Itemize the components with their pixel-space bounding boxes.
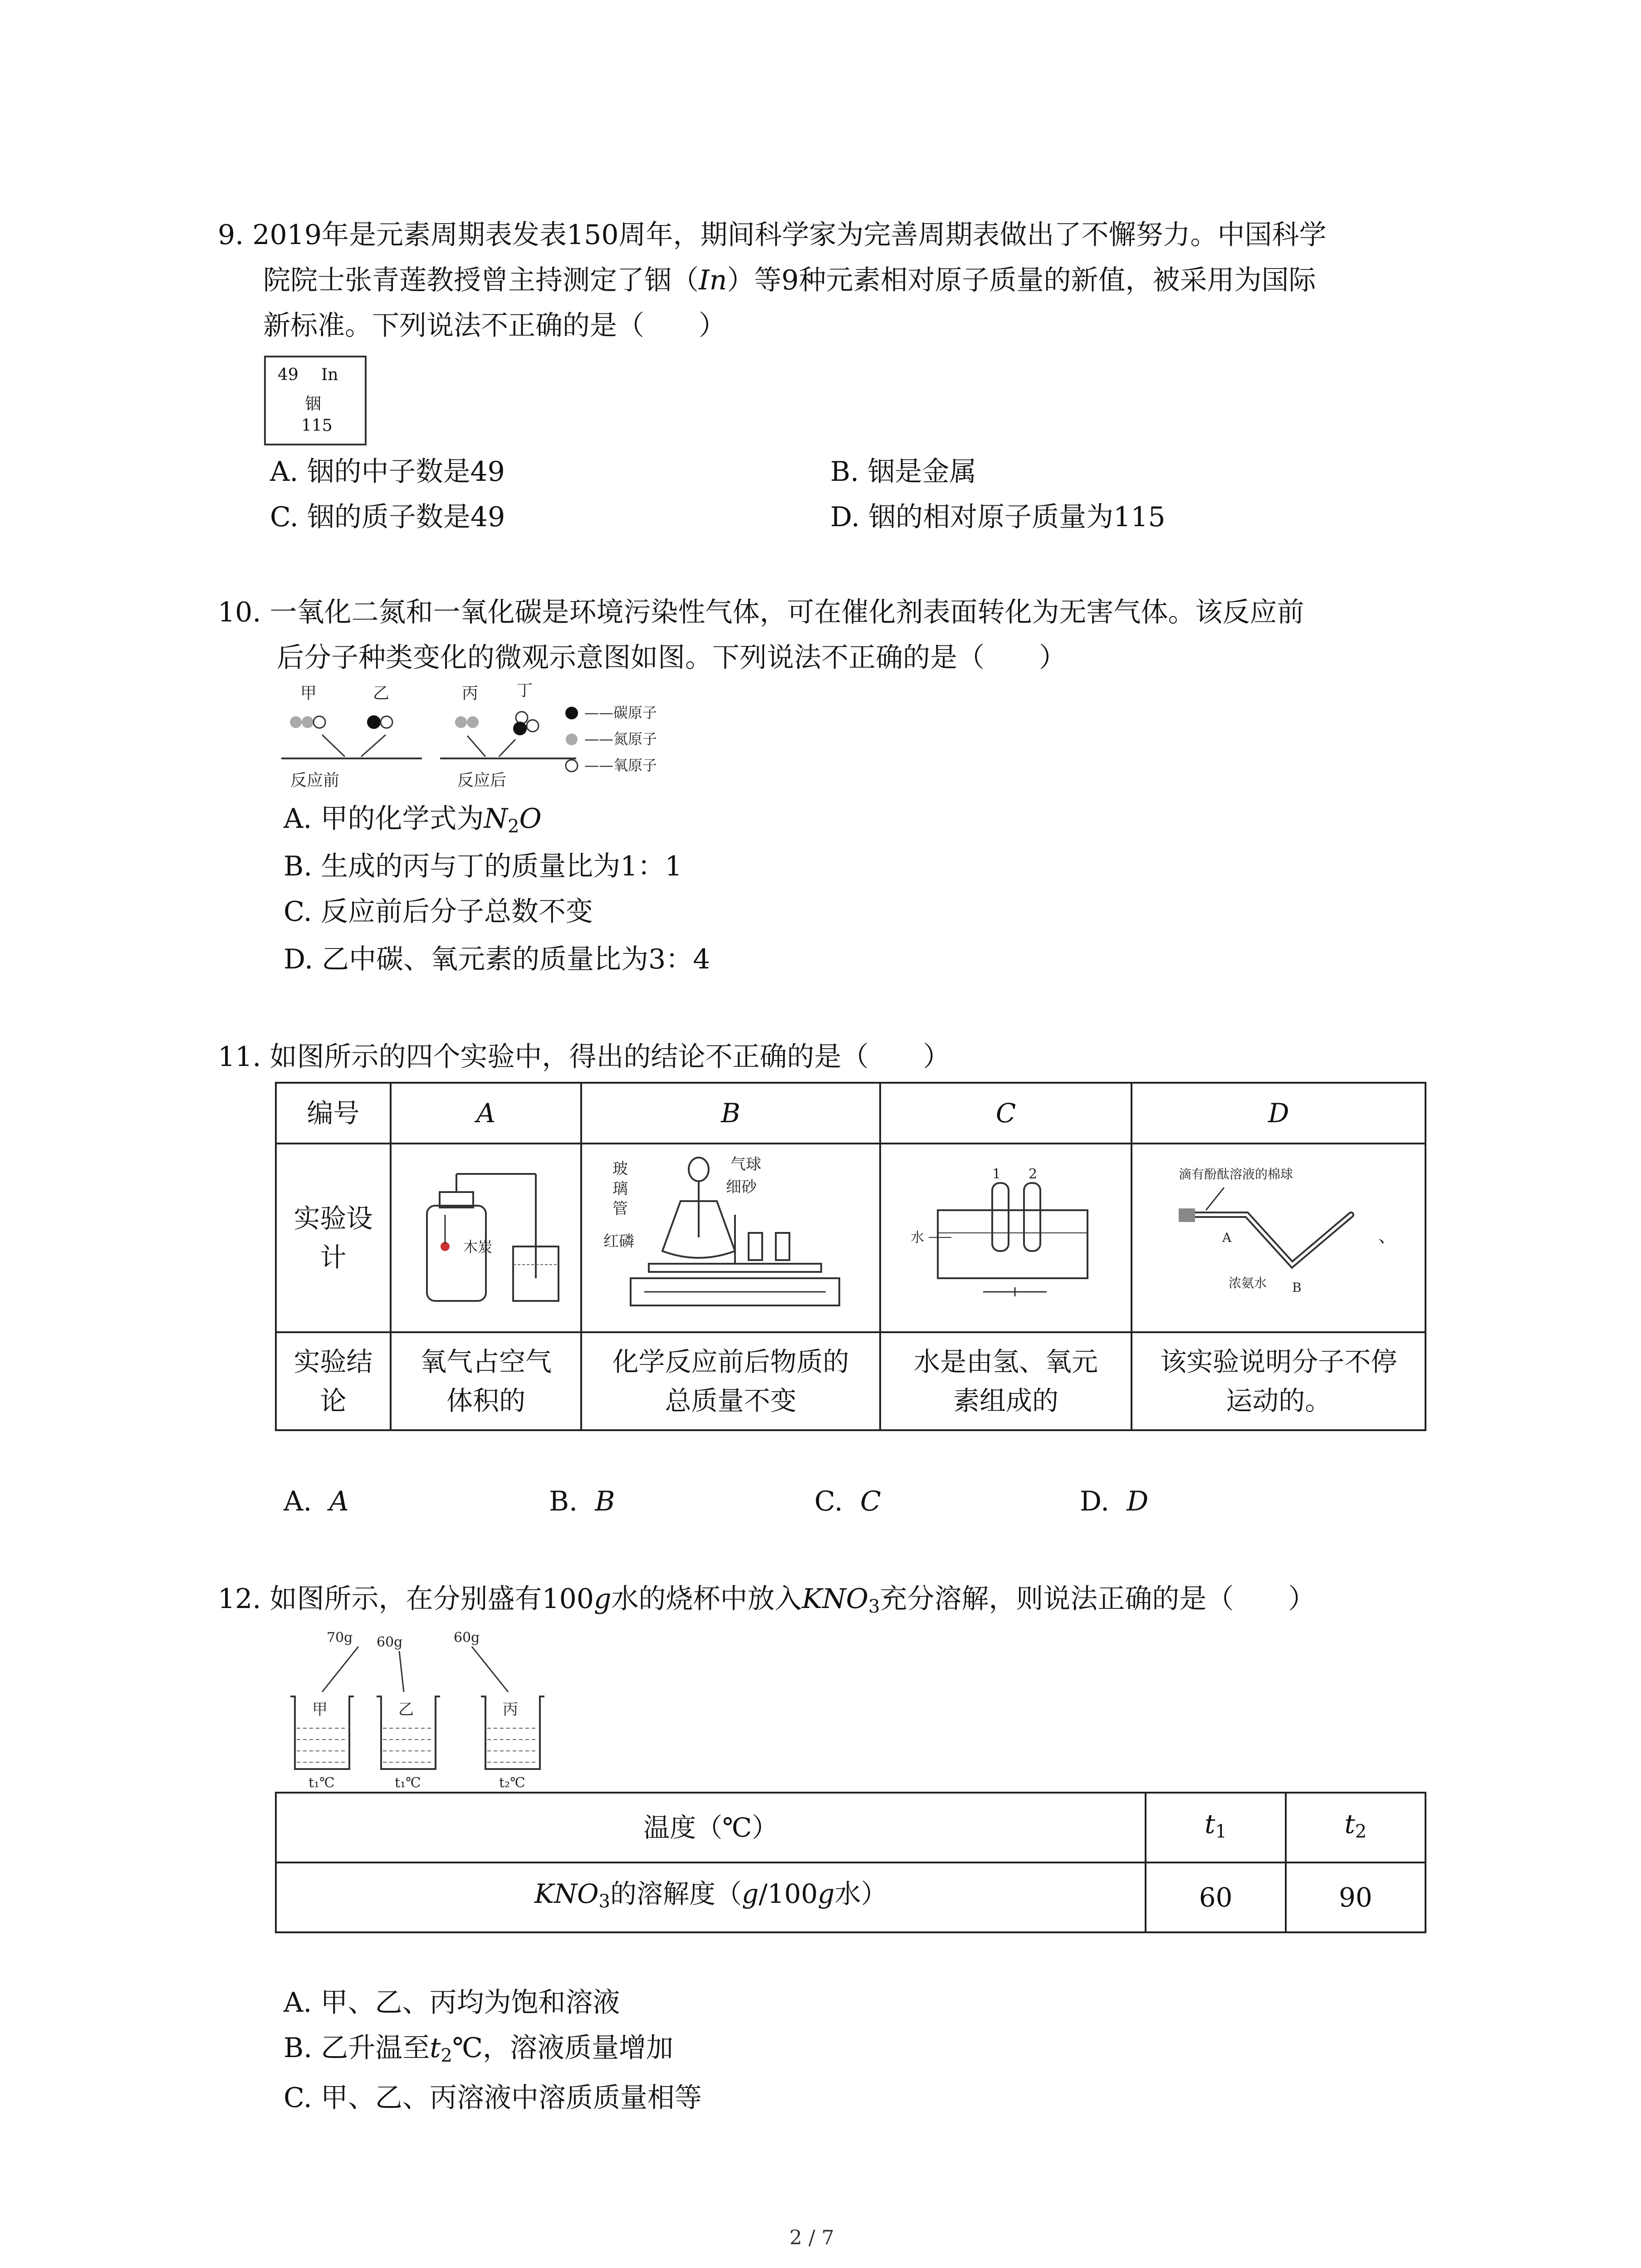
q11-line1: 11. 如图所示的四个实验中，得出的结论不正确的是（ ）	[218, 1041, 950, 1073]
row-label-conclusion	[276, 1332, 391, 1430]
header-t1-t: t	[1205, 1808, 1215, 1839]
q11-option-a-value: A	[329, 1486, 349, 1517]
temp-1: t₁℃	[309, 1775, 335, 1791]
label-d2: A	[1222, 1230, 1232, 1245]
formula-sub-2: 2	[507, 816, 519, 837]
q10-option-a-text: A. 甲的化学式为	[284, 803, 484, 835]
apparatus-b-figure	[594, 1147, 867, 1319]
label-b6: 细砂	[726, 1178, 757, 1196]
q11-option-d	[1080, 1479, 1148, 1524]
table-header-b: B	[581, 1083, 880, 1144]
label-charcoal: 木炭	[463, 1238, 493, 1256]
label-bing: 丙	[462, 684, 479, 703]
q9-option-d: D. 铟的相对原子质量为115	[830, 501, 1166, 533]
sol-b: 水）	[834, 1878, 887, 1909]
q9-option-a: A. 铟的中子数是49	[270, 456, 505, 488]
sol-sub3: 3	[598, 1891, 610, 1912]
beaker-label-2: 乙	[398, 1701, 414, 1719]
label-b2: 璃	[612, 1179, 628, 1198]
q11-option-b-pre: B.	[549, 1486, 578, 1517]
q9-option-b: B. 铟是金属	[830, 456, 977, 488]
q11-option-d-pre: D.	[1080, 1486, 1110, 1517]
n-atom-icon	[290, 716, 302, 728]
q11-option-c-pre: C.	[814, 1486, 843, 1517]
q10-line2: 后分子种类变化的微观示意图如图。下列说法不正确的是（ ）	[277, 642, 1066, 674]
n-atom-icon	[467, 716, 479, 728]
cell-mass: 115	[301, 416, 333, 435]
o-atom-icon	[381, 716, 392, 728]
q9-line2-b: ）等9种元素相对原子质量的新值，被采用为国际	[727, 264, 1316, 296]
conclusion-d	[1132, 1332, 1425, 1430]
sol-g2: g	[818, 1878, 835, 1909]
header-temperature: 温度（℃）	[276, 1793, 1146, 1862]
q12-line-k: KNO	[802, 1583, 868, 1615]
row-label-conclusion-text: 实验结论	[294, 1346, 373, 1416]
q10-option-b: B. 生成的丙与丁的质量比为1：1	[284, 850, 682, 882]
header-t2-t: t	[1344, 1808, 1355, 1839]
solubility-table	[275, 1792, 1426, 1933]
legend-nitrogen-icon	[566, 733, 578, 745]
sol-a: 的溶解度（	[610, 1878, 742, 1909]
q10-option-d: D. 乙中碳、氧元素的质量比为3：4	[284, 943, 710, 975]
design-cell-d	[1132, 1144, 1425, 1332]
conclusion-d-text: 该实验说明分子不停运动的。	[1160, 1346, 1397, 1416]
header-t2	[1286, 1793, 1425, 1862]
conclusion-c	[880, 1332, 1132, 1430]
o-atom-icon	[314, 716, 325, 728]
label-jia: 甲	[300, 684, 317, 703]
row-label-design-text: 实验设计	[294, 1203, 373, 1273]
sol-g1: g	[742, 1878, 759, 1909]
c-atom-icon	[513, 722, 527, 735]
label-c2: 2	[1029, 1166, 1038, 1182]
q9-option-c: C. 铟的质子数是49	[270, 501, 505, 533]
conclusion-b-text: 化学反应前后物质的总质量不变	[612, 1346, 849, 1416]
legend-oxygen: ——氧原子	[584, 757, 657, 774]
table-header-c: C	[880, 1083, 1132, 1144]
q10-option-a	[284, 796, 542, 849]
temp-3: t₂℃	[499, 1775, 525, 1791]
q12-option-c: C. 甲、乙、丙溶液中溶质质量相等	[284, 2082, 702, 2114]
q11-option-b	[549, 1479, 615, 1524]
conclusion-c-text: 水是由氢、氧元素组成的	[914, 1346, 1098, 1416]
mass-2: 60g	[377, 1634, 403, 1650]
label-yi: 乙	[373, 684, 390, 703]
q12-option-b-b: ℃，溶液质量增加	[452, 2032, 673, 2064]
conclusion-a-text: 氧气占空气体积的	[420, 1346, 552, 1416]
conclusion-a	[391, 1332, 581, 1430]
q11-option-a	[284, 1479, 349, 1524]
q9-line1: 9. 2019年是元素周期表发表150周年，期间科学家为完善周期表做出了不懈努力。中国科学	[218, 219, 1327, 251]
label-before: 反应前	[290, 771, 340, 790]
q12-option-a: A. 甲、乙、丙均为饱和溶液	[284, 1987, 620, 2019]
apparatus-d-figure	[1142, 1147, 1415, 1319]
label-d4: B	[1292, 1280, 1302, 1295]
q12-line1	[218, 1576, 1315, 1629]
design-cell-a	[391, 1144, 581, 1332]
q12-line-g: g	[594, 1583, 612, 1615]
apparatus-c-figure	[892, 1147, 1119, 1319]
mass-1: 70g	[327, 1630, 353, 1646]
n-atom-icon	[455, 716, 467, 728]
q12-line-c: 充分溶解，则说法正确的是（ ）	[880, 1583, 1316, 1615]
solubility-t1: 60	[1146, 1862, 1285, 1932]
experiment-table	[275, 1082, 1426, 1431]
q11-option-b-value: B	[595, 1486, 615, 1517]
header-t1	[1146, 1793, 1285, 1862]
arrow-icon	[499, 739, 515, 757]
design-cell-b	[581, 1144, 880, 1332]
beakers-figure	[272, 1624, 590, 1796]
design-cell-c	[880, 1144, 1132, 1332]
label-b1: 玻	[612, 1159, 628, 1178]
label-d3: 浓氨水	[1229, 1275, 1267, 1290]
beaker-label-3: 丙	[503, 1701, 518, 1719]
label-ding: 丁	[516, 681, 533, 700]
periodic-table-cell	[264, 356, 367, 445]
cell-name: 铟	[305, 395, 322, 413]
o-atom-icon	[527, 720, 539, 732]
q9-line3: 新标准。下列说法不正确的是（ ）	[263, 310, 726, 342]
header-t2-sub: 2	[1355, 1821, 1367, 1842]
q12-option-b-t: t	[430, 2032, 441, 2064]
page-number: 2 / 7	[789, 2226, 834, 2249]
label-b3: 管	[612, 1199, 628, 1218]
q12-line-sub3: 3	[868, 1596, 880, 1617]
q12-line-a: 12. 如图所示，在分别盛有100	[218, 1583, 594, 1615]
label-b5: 气球	[730, 1155, 762, 1173]
legend-nitrogen: ——氮原子	[584, 730, 657, 748]
formula-o: O	[519, 803, 542, 835]
temp-2: t₁℃	[395, 1775, 421, 1791]
formula-n: N	[484, 803, 508, 835]
q10-option-c: C. 反应前后分子总数不变	[284, 896, 593, 928]
label-b4: 红磷	[603, 1232, 635, 1251]
c-atom-icon	[367, 715, 381, 729]
arrow-icon	[361, 735, 386, 757]
reaction-microscopic-diagram	[272, 680, 708, 798]
apparatus-a-figure	[400, 1147, 572, 1319]
o-atom-icon	[516, 712, 528, 723]
table-header-a: A	[391, 1083, 581, 1144]
legend-carbon: ——碳原子	[584, 704, 657, 721]
sol-k: KNO	[534, 1878, 599, 1909]
q12-option-b-a: B. 乙升温至	[284, 2032, 430, 2064]
legend-carbon-icon	[565, 707, 578, 719]
label-c1: 1	[992, 1166, 1001, 1182]
legend-oxygen-icon	[566, 760, 578, 772]
header-t1-sub: 1	[1215, 1821, 1227, 1842]
n-atom-icon	[302, 716, 314, 728]
table-header-d: D	[1132, 1083, 1425, 1144]
q11-option-d-value: D	[1127, 1486, 1149, 1517]
q9-line2	[263, 258, 1316, 303]
conclusion-b	[581, 1332, 880, 1430]
q11-option-c-value: C	[860, 1486, 881, 1517]
label-d5: 、	[1378, 1225, 1397, 1246]
q10-line1: 10. 一氧化二氮和一氧化碳是环境污染性气体，可在催化剂表面转化为无害气体。该反应前	[218, 596, 1304, 628]
arrow-icon	[322, 735, 345, 757]
row-solubility-label	[276, 1862, 1146, 1932]
q9-line2-a: 院院士张青莲教授曾主持测定了铟（	[263, 264, 699, 296]
mass-3: 60g	[454, 1630, 480, 1646]
cell-number: 49	[278, 366, 299, 384]
q12-option-b-sub: 2	[441, 2045, 452, 2066]
arrow-icon	[467, 736, 485, 757]
beaker-label-1: 甲	[312, 1701, 328, 1719]
label-d1: 滴有酚酞溶液的棉球	[1179, 1166, 1293, 1182]
label-c3: 水	[911, 1229, 925, 1246]
sol-m: /100	[759, 1878, 818, 1909]
solubility-t2: 90	[1286, 1862, 1425, 1932]
q12-line-b: 水的烧杯中放入	[611, 1583, 802, 1615]
cell-symbol: In	[321, 366, 338, 384]
table-header-number: 编号	[276, 1083, 391, 1144]
q12-option-b	[284, 2025, 673, 2078]
label-after: 反应后	[457, 771, 507, 790]
row-label-design	[276, 1144, 391, 1332]
q11-option-c	[814, 1479, 881, 1524]
q11-option-a-pre: A.	[284, 1486, 312, 1517]
q9-line2-in: In	[699, 264, 727, 296]
